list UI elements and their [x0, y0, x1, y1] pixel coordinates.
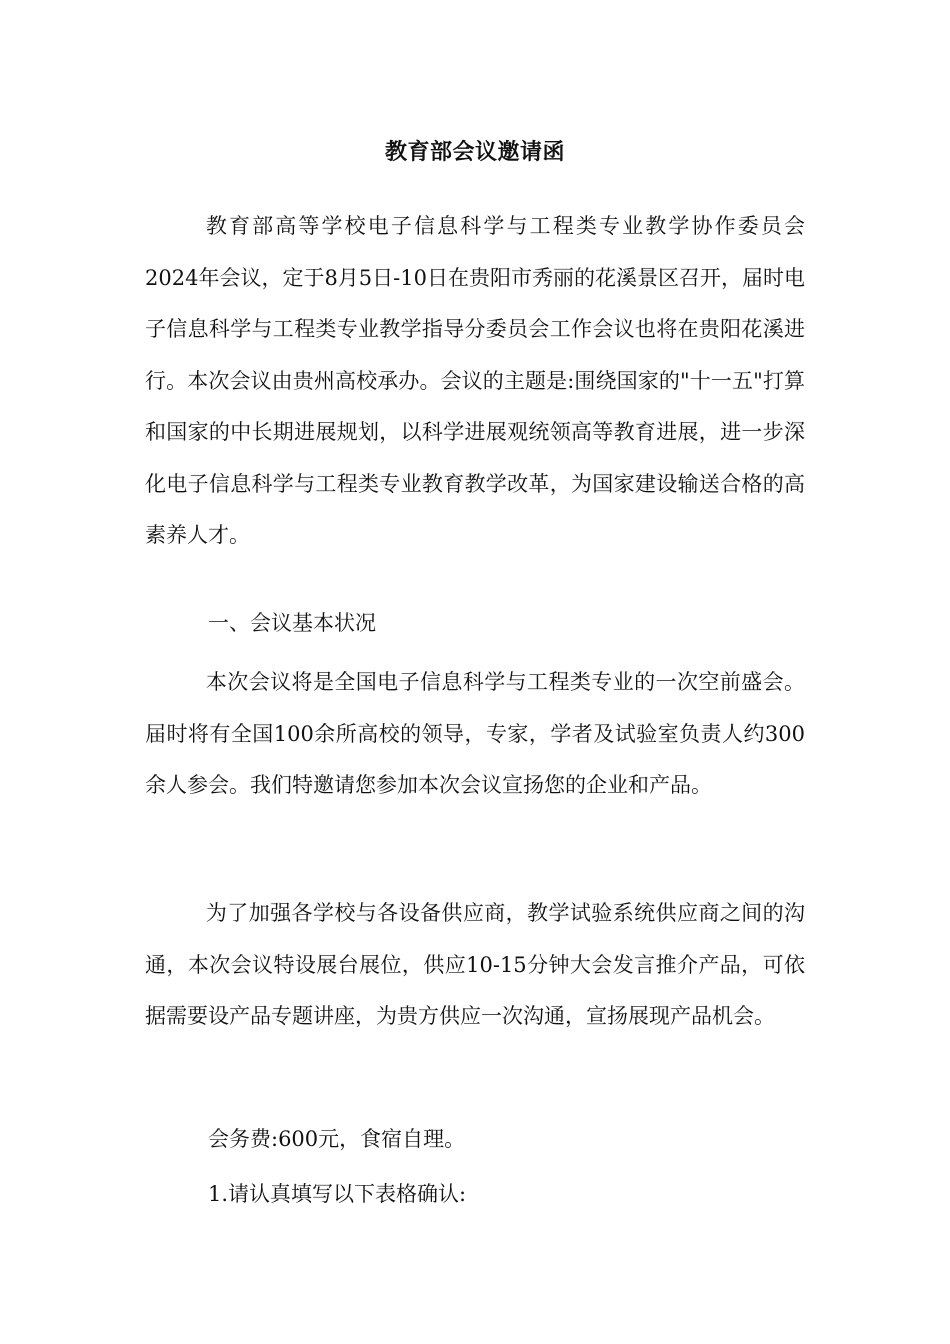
fee-paragraph: 会务费:600元，食宿自理。	[208, 1127, 466, 1151]
exhibition-paragraph: 为了加强各学校与各设备供应商，教学试验系统供应商之间的沟通，本次会议特设展台展位，供应10-15分钟大会发言推介产品，可依据需要设产品专题讲座，为贵方供应一次沟通，宣扬展现产品机会。	[145, 901, 805, 1028]
instruction-paragraph: 1.请认真填写以下表格确认:	[208, 1182, 467, 1206]
overview-paragraph: 本次会议将是全国电子信息科学与工程类专业的一次空前盛会。届时将有全国100余所高校的领导，专家，学者及试验室负责人约300余人参会。我们特邀请您参加本次会议宣扬您的企业和产品。	[145, 670, 805, 797]
section-heading: 一、会议基本状况	[208, 611, 376, 635]
document-title: 教育部会议邀请函	[384, 140, 565, 165]
intro-paragraph: 教育部高等学校电子信息科学与工程类专业教学协作委员会2024年会议，定于8月5日-10日在贵阳市秀丽的花溪景区召开，届时电子信息科学与工程类专业教学指导分委员会工作会议也将在贵阳花溪进行。本次会议由贵州高校承办。会议的主题是:围绕国家的"十一五"打算和国家的中长期进展规划，以科学进展观统领高等教育进展，进一步深化电子信息科学与工程类专业教育教学改革，为国家建设输送合格的高素养人才。	[145, 214, 805, 547]
